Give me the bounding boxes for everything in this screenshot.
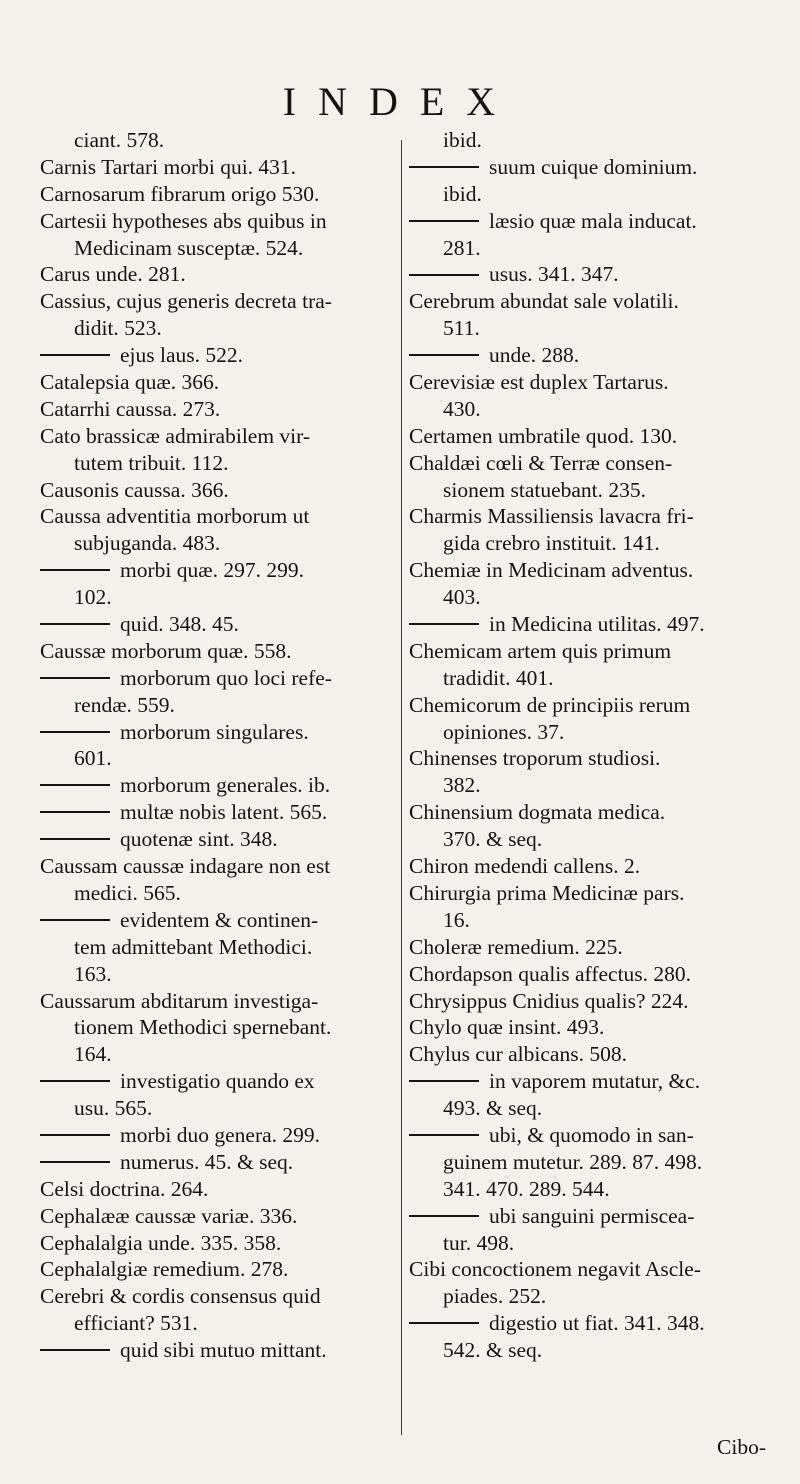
- index-entry-text: 16.: [443, 907, 470, 932]
- index-entry-text: tradidit. 401.: [443, 665, 554, 690]
- index-entry-line: [409, 745, 765, 772]
- ditto-dash: [40, 1161, 110, 1163]
- index-entry-text: 370. & seq.: [443, 827, 543, 852]
- index-entry-line: [409, 1149, 765, 1176]
- index-entry-text: multæ nobis latent. 565.: [120, 800, 328, 825]
- index-entry-text: ejus laus. 522.: [120, 343, 244, 368]
- index-entry-line: [40, 396, 398, 423]
- index-entry-text: 601.: [74, 746, 112, 771]
- index-entry-text: didit. 523.: [74, 316, 162, 341]
- index-entry-line: [409, 369, 765, 396]
- index-entry-line: [409, 826, 765, 853]
- index-entry-line: [409, 154, 765, 181]
- ditto-dash: [409, 1215, 479, 1217]
- index-entry-line: [409, 1283, 765, 1310]
- index-entry-line: [409, 530, 765, 557]
- index-entry-line: [409, 988, 765, 1015]
- index-entry-line: [409, 181, 765, 208]
- index-entry-line: [40, 288, 398, 315]
- index-entry-text: Chylo quæ insint. 493.: [409, 1015, 605, 1040]
- index-entry-text: Celsi doctrina. 264.: [40, 1176, 209, 1201]
- index-entry-text: suum cuique dominium.: [489, 154, 698, 179]
- index-entry-line: [40, 611, 398, 638]
- ditto-dash: [40, 677, 110, 679]
- index-entry-line: [409, 235, 765, 262]
- index-entry-line: [40, 692, 398, 719]
- index-entry-line: [409, 288, 765, 315]
- index-entry-line: [40, 450, 398, 477]
- ditto-dash: [40, 811, 110, 813]
- index-entry-line: [40, 208, 398, 235]
- index-entry-line: [40, 1014, 398, 1041]
- index-entry-line: [40, 988, 398, 1015]
- index-entry-text: quotenæ sint. 348.: [120, 827, 278, 852]
- ditto-dash: [409, 1080, 479, 1082]
- ditto-dash: [40, 838, 110, 840]
- index-entry-line: [40, 127, 398, 154]
- index-entry-text: ibid.: [443, 128, 482, 152]
- index-entry-line: [409, 880, 765, 907]
- index-entry-line: [40, 1176, 398, 1203]
- left-column: [40, 127, 398, 1364]
- index-entry-line: [409, 934, 765, 961]
- index-entry-line: [40, 745, 398, 772]
- index-entry-line: [40, 772, 398, 799]
- index-entry-text: Chiron medendi callens. 2.: [409, 854, 641, 879]
- index-entry-line: [40, 154, 398, 181]
- index-entry-line: [409, 477, 765, 504]
- index-entry-line: [40, 1310, 398, 1337]
- index-entry-text: gida crebro instituit. 141.: [443, 531, 660, 556]
- index-entry-text: Chaldæi cœli & Terræ consen-: [409, 450, 673, 475]
- index-entry-text: Chinenses troporum studiosi.: [409, 746, 661, 771]
- index-entry-line: [40, 1122, 398, 1149]
- ditto-dash: [409, 166, 479, 168]
- index-entry-line: [40, 261, 398, 288]
- index-entry-text: 511.: [443, 316, 480, 341]
- ditto-dash: [40, 1080, 110, 1082]
- index-entry-line: [409, 1337, 765, 1364]
- ditto-dash: [40, 569, 110, 571]
- index-entry-text: morborum generales. ib.: [120, 773, 331, 798]
- ditto-dash: [409, 354, 479, 356]
- index-entry-text: morbi quæ. 297. 299.: [120, 558, 304, 583]
- index-entry-line: [409, 503, 765, 530]
- ditto-dash: [409, 1322, 479, 1324]
- index-entry-line: [40, 1149, 398, 1176]
- index-entry-line: [409, 638, 765, 665]
- index-entry-line: [409, 342, 765, 369]
- index-entry-line: [40, 934, 398, 961]
- index-entry-text: Carus unde. 281.: [40, 262, 186, 287]
- index-entry-line: [40, 181, 398, 208]
- index-entry-line: [40, 1337, 398, 1364]
- ditto-dash: [40, 731, 110, 733]
- index-entry-text: Carnis Tartari morbi qui. 431.: [40, 154, 297, 179]
- index-entry-text: subjuganda. 483.: [74, 531, 221, 556]
- index-entry-line: [409, 853, 765, 880]
- index-entry-text: ibid.: [443, 181, 482, 206]
- index-entry-line: [409, 1203, 765, 1230]
- index-entry-text: 382.: [443, 773, 481, 798]
- index-entry-text: rendæ. 559.: [74, 692, 175, 717]
- index-entry-line: [40, 557, 398, 584]
- index-entry-text: Chylus cur albicans. 508.: [409, 1042, 627, 1067]
- index-entry-text: Charmis Massiliensis lavacra fri-: [409, 504, 694, 529]
- index-entry-text: morborum singulares.: [120, 719, 309, 744]
- index-entry-text: investigatio quando ex: [120, 1069, 315, 1094]
- index-entry-line: [40, 907, 398, 934]
- index-entry-line: [409, 799, 765, 826]
- index-entry-line: [40, 530, 398, 557]
- index-entry-text: Cephalææ caussæ variæ. 336.: [40, 1203, 298, 1228]
- index-entry-line: [40, 880, 398, 907]
- index-entry-text: tutem tribuit. 112.: [74, 450, 229, 475]
- index-entry-text: Chemiæ in Medicinam adventus.: [409, 558, 694, 583]
- index-entry-line: [40, 1230, 398, 1257]
- index-entry-text: medici. 565.: [74, 880, 181, 905]
- index-entry-text: tur. 498.: [443, 1230, 515, 1255]
- page-title: INDEX: [282, 79, 518, 124]
- ditto-dash: [40, 784, 110, 786]
- index-entry-line: [409, 1256, 765, 1283]
- index-entry-text: Chirurgia prima Medicinæ pars.: [409, 880, 685, 905]
- index-entry-line: [409, 692, 765, 719]
- index-entry-line: [409, 261, 765, 288]
- ditto-dash: [40, 1134, 110, 1136]
- index-entry-text: Caussam caussæ indagare non est: [40, 854, 331, 879]
- index-entry-text: Choleræ remedium. 225.: [409, 934, 623, 959]
- index-entry-text: Catarrhi caussa. 273.: [40, 396, 221, 421]
- index-entry-line: [40, 1041, 398, 1068]
- index-entry-text: guinem mutetur. 289. 87. 498.: [443, 1149, 703, 1174]
- column-divider: [401, 140, 402, 1435]
- index-entry-text: quid sibi mutuo mittant.: [120, 1338, 327, 1363]
- index-entry-text: Cephalalgiæ remedium. 278.: [40, 1257, 289, 1282]
- ditto-dash: [409, 1134, 479, 1136]
- index-entry-line: [40, 1283, 398, 1310]
- index-entry-text: ubi, & quomodo in san-: [489, 1122, 694, 1147]
- index-entry-line: [40, 503, 398, 530]
- index-entry-text: Chemicam artem quis primum: [409, 638, 672, 663]
- index-entry-line: [40, 1095, 398, 1122]
- ditto-dash: [409, 220, 479, 222]
- index-entry-text: digestio ut fiat. 341. 348.: [489, 1311, 705, 1336]
- index-entry-text: Carnosarum fibrarum origo 530.: [40, 181, 320, 206]
- index-entry-line: [40, 826, 398, 853]
- index-entry-line: [40, 423, 398, 450]
- index-entry-text: evidentem & continen-: [120, 907, 319, 932]
- index-entry-text: 281.: [443, 235, 481, 260]
- index-entry-line: [409, 396, 765, 423]
- index-entry-text: 403.: [443, 585, 481, 610]
- index-entry-text: tionem Methodici spernebant.: [74, 1015, 332, 1040]
- index-entry-line: [40, 1068, 398, 1095]
- index-entry-text: usu. 565.: [74, 1096, 153, 1121]
- index-entry-line: [40, 638, 398, 665]
- index-entry-text: 542. & seq.: [443, 1338, 543, 1363]
- index-entry-line: [40, 477, 398, 504]
- index-entry-text: ciant. 578.: [74, 128, 165, 152]
- index-entry-line: [409, 1014, 765, 1041]
- index-entry-text: usus. 341. 347.: [489, 262, 619, 287]
- index-entry-text: Certamen umbratile quod. 130.: [409, 423, 678, 448]
- index-entry-line: [40, 799, 398, 826]
- ditto-dash: [40, 354, 110, 356]
- index-entry-text: 430.: [443, 396, 481, 421]
- index-entry-text: Cibi concoctionem negavit Ascle-: [409, 1257, 701, 1282]
- index-entry-line: [409, 1230, 765, 1257]
- index-entry-line: [409, 208, 765, 235]
- index-entry-text: Chrysippus Cnidius qualis? 224.: [409, 988, 689, 1013]
- catchword: Cibo-: [717, 1435, 766, 1459]
- index-entry-text: unde. 288.: [489, 343, 580, 368]
- index-entry-text: Cato brassicæ admirabilem vir-: [40, 423, 311, 448]
- index-entry-line: [40, 235, 398, 262]
- index-entry-line: [409, 907, 765, 934]
- index-entry-text: Cartesii hypotheses abs quibus in: [40, 208, 327, 233]
- index-entry-text: morborum quo loci refe-: [120, 665, 332, 690]
- index-entry-text: morbi duo genera. 299.: [120, 1122, 321, 1147]
- index-entry-line: [409, 557, 765, 584]
- index-entry-line: [409, 1041, 765, 1068]
- index-entry-line: [40, 853, 398, 880]
- index-entry-text: 341. 470. 289. 544.: [443, 1176, 610, 1201]
- index-entry-text: Caussarum abditarum investiga-: [40, 988, 319, 1013]
- index-entry-line: [409, 719, 765, 746]
- index-entry-text: quid. 348. 45.: [120, 612, 239, 637]
- index-entry-line: [409, 611, 765, 638]
- ditto-dash: [40, 919, 110, 921]
- index-entry-line: [40, 584, 398, 611]
- index-entry-text: tem admittebant Methodici.: [74, 934, 313, 959]
- index-entry-text: efficiant? 531.: [74, 1311, 198, 1336]
- index-entry-text: 493. & seq.: [443, 1096, 543, 1121]
- index-entry-text: Chemicorum de principiis rerum: [409, 692, 691, 717]
- index-entry-line: [40, 961, 398, 988]
- index-entry-text: in vaporem mutatur, &c.: [489, 1069, 701, 1094]
- index-entry-text: ubi sanguini permiscea-: [489, 1203, 695, 1228]
- index-entry-line: [409, 1176, 765, 1203]
- index-entry-line: [409, 450, 765, 477]
- index-entry-line: [40, 315, 398, 342]
- ditto-dash: [409, 623, 479, 625]
- index-entry-text: Causonis caussa. 366.: [40, 477, 229, 502]
- index-entry-text: piades. 252.: [443, 1284, 547, 1309]
- index-entry-text: Cerevisiæ est duplex Tartarus.: [409, 370, 669, 395]
- index-entry-line: [409, 665, 765, 692]
- index-entry-line: [409, 584, 765, 611]
- index-entry-line: [409, 423, 765, 450]
- index-entry-text: Cerebri & cordis consensus quid: [40, 1284, 321, 1309]
- index-entry-line: [40, 1203, 398, 1230]
- index-entry-line: [40, 665, 398, 692]
- index-entry-line: [40, 719, 398, 746]
- index-entry-line: [409, 961, 765, 988]
- ditto-dash: [40, 1349, 110, 1351]
- index-entry-text: Cerebrum abundat sale volatili.: [409, 289, 679, 314]
- index-entry-text: Chordapson qualis affectus. 280.: [409, 961, 692, 986]
- index-entry-line: [409, 1310, 765, 1337]
- index-entry-text: 164.: [74, 1042, 112, 1067]
- right-column: [409, 127, 765, 1364]
- index-entry-line: [40, 1256, 398, 1283]
- index-entry-line: [409, 1122, 765, 1149]
- index-entry-text: Chinensium dogmata medica.: [409, 800, 666, 825]
- index-entry-text: Caussæ morborum quæ. 558.: [40, 638, 292, 663]
- index-entry-text: sionem statuebant. 235.: [443, 477, 647, 502]
- index-entry-text: Caussa adventitia morborum ut: [40, 504, 310, 529]
- index-entry-line: [409, 1095, 765, 1122]
- index-entry-text: Medicinam susceptæ. 524.: [74, 235, 304, 260]
- index-entry-line: [409, 772, 765, 799]
- index-entry-text: in Medicina utilitas. 497.: [489, 612, 705, 637]
- index-entry-text: Cephalalgia unde. 335. 358.: [40, 1230, 282, 1255]
- index-entry-line: [409, 1068, 765, 1095]
- index-entry-text: Catalepsia quæ. 366.: [40, 370, 220, 395]
- index-entry-text: 163.: [74, 961, 112, 986]
- index-entry-text: numerus. 45. & seq.: [120, 1149, 294, 1174]
- index-entry-text: opiniones. 37.: [443, 719, 565, 744]
- index-entry-text: Cassius, cujus generis decreta tra-: [40, 289, 332, 314]
- index-entry-text: læsio quæ mala inducat.: [489, 208, 697, 233]
- ditto-dash: [40, 623, 110, 625]
- ditto-dash: [409, 274, 479, 276]
- index-entry-line: [409, 127, 765, 154]
- index-entry-line: [40, 369, 398, 396]
- index-entry-text: 102.: [74, 585, 112, 610]
- index-entry-line: [409, 315, 765, 342]
- index-entry-line: [40, 342, 398, 369]
